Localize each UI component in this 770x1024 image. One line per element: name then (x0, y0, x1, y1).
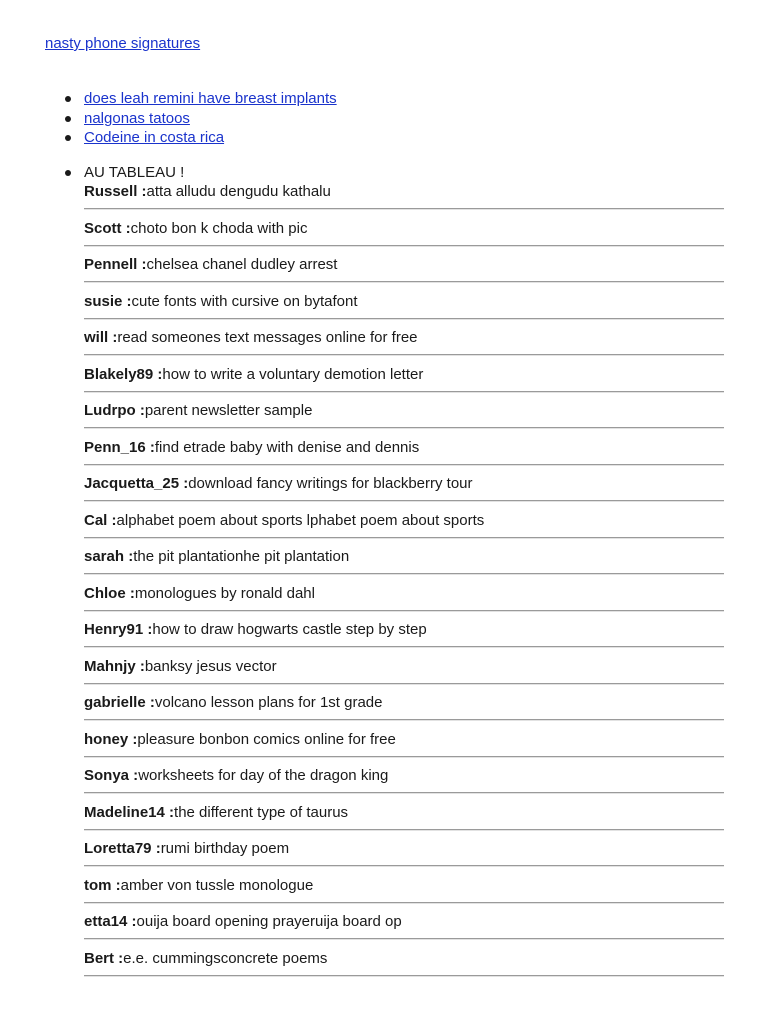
entry-text (84, 949, 327, 969)
list-item (84, 584, 724, 621)
entry-text (84, 182, 331, 202)
link-nalgonas-tatoos[interactable]: nalgonas tatoos (84, 109, 190, 127)
list-item (84, 803, 724, 840)
divider (84, 500, 724, 502)
entry-author: Madeline14 : (84, 803, 175, 821)
list-item (0, 89, 337, 109)
list-item (84, 547, 724, 584)
list-item (84, 219, 724, 256)
entry-author: Ludrpo : (84, 402, 145, 419)
entry-text (84, 219, 307, 239)
entry-message: volcano lesson plans for 1st grade (154, 694, 383, 711)
divider (84, 646, 724, 648)
divider (84, 865, 724, 867)
entry-text (84, 803, 348, 823)
entry-message: chelsea chanel dudley arrest (146, 256, 338, 273)
entry-text (84, 547, 349, 567)
entry-text (84, 365, 423, 385)
list-item (84, 912, 724, 949)
list-item (84, 766, 724, 803)
entry-message: parent newsletter sample (144, 402, 313, 419)
divider (84, 391, 724, 393)
entry-message: amber von tussle monologue (120, 876, 314, 894)
entry-text (84, 730, 396, 750)
tableau-heading-row (0, 163, 770, 182)
entry-message: read someones text messages online for free (117, 329, 418, 346)
entry-message: how to draw hogwarts castle step by step (152, 621, 427, 638)
list-item (84, 839, 724, 876)
entry-message: rumi birthday poem (160, 840, 290, 857)
entry-author: Penn_16 : (84, 438, 155, 456)
divider (84, 719, 724, 721)
divider (84, 281, 724, 283)
link-list (0, 89, 337, 148)
divider (84, 829, 724, 831)
list-item (84, 292, 724, 329)
entry-message: choto bon k choda with pic (130, 219, 308, 237)
entry-message: monologues by ronald dahl (134, 584, 315, 602)
entry-author: Bert : (84, 949, 124, 967)
entry-message: e.e. cummingsconcrete poems (123, 949, 328, 967)
entry-text (84, 438, 419, 458)
entry-author: Pennell : (84, 256, 147, 273)
entry-text (84, 620, 427, 640)
entry-message: ouija board opening prayeruija board op (136, 913, 402, 930)
list-item (84, 182, 724, 219)
divider (84, 245, 724, 247)
entry-text (84, 657, 277, 677)
bullet-icon (65, 135, 71, 141)
divider (84, 792, 724, 794)
entry-author: will : (84, 329, 118, 346)
entry-message: atta alludu dengudu kathalu (146, 183, 331, 200)
list-item (84, 511, 724, 548)
entry-message: worksheets for day of the dragon king (138, 767, 389, 784)
entry-author: honey : (84, 730, 138, 748)
list-item (84, 438, 724, 475)
entry-message: how to write a voluntary demotion letter (162, 365, 424, 383)
list-item (0, 128, 337, 148)
entry-author: tom : (84, 876, 121, 894)
link-breast-implants[interactable]: does leah remini have breast implants (84, 90, 337, 107)
divider (84, 902, 724, 904)
entry-author: Loretta79 : (84, 840, 161, 857)
tableau-heading: AU TABLEAU ! (84, 164, 185, 181)
entry-author: Henry91 : (84, 621, 153, 638)
bullet-icon (65, 116, 71, 122)
list-item (84, 657, 724, 694)
entry-text (84, 255, 337, 275)
divider (84, 354, 724, 356)
list-item (84, 693, 724, 730)
entry-author: etta14 : (84, 913, 137, 930)
list-item (84, 620, 724, 657)
list-item (84, 365, 724, 402)
entry-text (84, 876, 313, 896)
divider (84, 573, 724, 575)
entry-text (84, 401, 312, 421)
entry-message: find etrade baby with denise and dennis (154, 438, 420, 456)
entry-text (84, 292, 357, 312)
entry-message: pleasure bonbon comics online for free (137, 730, 396, 748)
entry-author: Mahnjy : (84, 657, 145, 675)
list-item (0, 109, 337, 129)
entry-text (84, 693, 383, 713)
entry-author: Blakely89 : (84, 365, 163, 383)
entry-author: Chloe : (84, 584, 135, 602)
entry-author: gabrielle : (84, 694, 155, 711)
divider (84, 683, 724, 685)
entry-author: Cal : (84, 511, 117, 529)
divider (84, 756, 724, 758)
link-codeine-costa-rica[interactable]: Codeine in costa rica (84, 129, 225, 146)
bullet-icon (65, 170, 71, 176)
entry-author: Russell : (84, 183, 147, 200)
entry-text (84, 328, 418, 348)
divider (84, 975, 724, 977)
entry-text (84, 511, 484, 531)
divider (84, 938, 724, 940)
divider (84, 464, 724, 466)
list-item (84, 730, 724, 767)
divider (84, 208, 724, 210)
entry-text (84, 912, 402, 932)
entry-message: cute fonts with cursive on bytafont (131, 292, 358, 310)
entry-author: Scott : (84, 219, 131, 237)
entry-author: susie : (84, 292, 132, 310)
entry-message: the different type of taurus (174, 803, 349, 821)
list-item (84, 474, 724, 511)
bullet-icon (65, 96, 71, 102)
entry-list (84, 182, 724, 985)
entry-text (84, 839, 289, 859)
divider (84, 610, 724, 612)
list-item (84, 401, 724, 438)
divider (84, 537, 724, 539)
entry-text (84, 474, 473, 494)
entry-text (84, 766, 388, 786)
entry-text (84, 584, 315, 604)
list-item (84, 876, 724, 913)
divider (84, 427, 724, 429)
entry-message: banksy jesus vector (144, 657, 277, 675)
top-link[interactable]: nasty phone signatures (45, 35, 201, 52)
tableau-section (0, 163, 770, 967)
divider (84, 318, 724, 320)
entry-author: sarah : (84, 548, 134, 565)
entry-message: the pit plantationhe pit plantation (133, 548, 350, 565)
entry-message: alphabet poem about sports lphabet poem about sports (116, 511, 485, 529)
list-item (84, 328, 724, 365)
entry-author: Sonya : (84, 767, 139, 784)
list-item (84, 255, 724, 292)
list-item (84, 949, 724, 986)
entry-message: download fancy writings for blackberry tour (188, 475, 473, 492)
entry-author: Jacquetta_25 : (84, 475, 189, 492)
